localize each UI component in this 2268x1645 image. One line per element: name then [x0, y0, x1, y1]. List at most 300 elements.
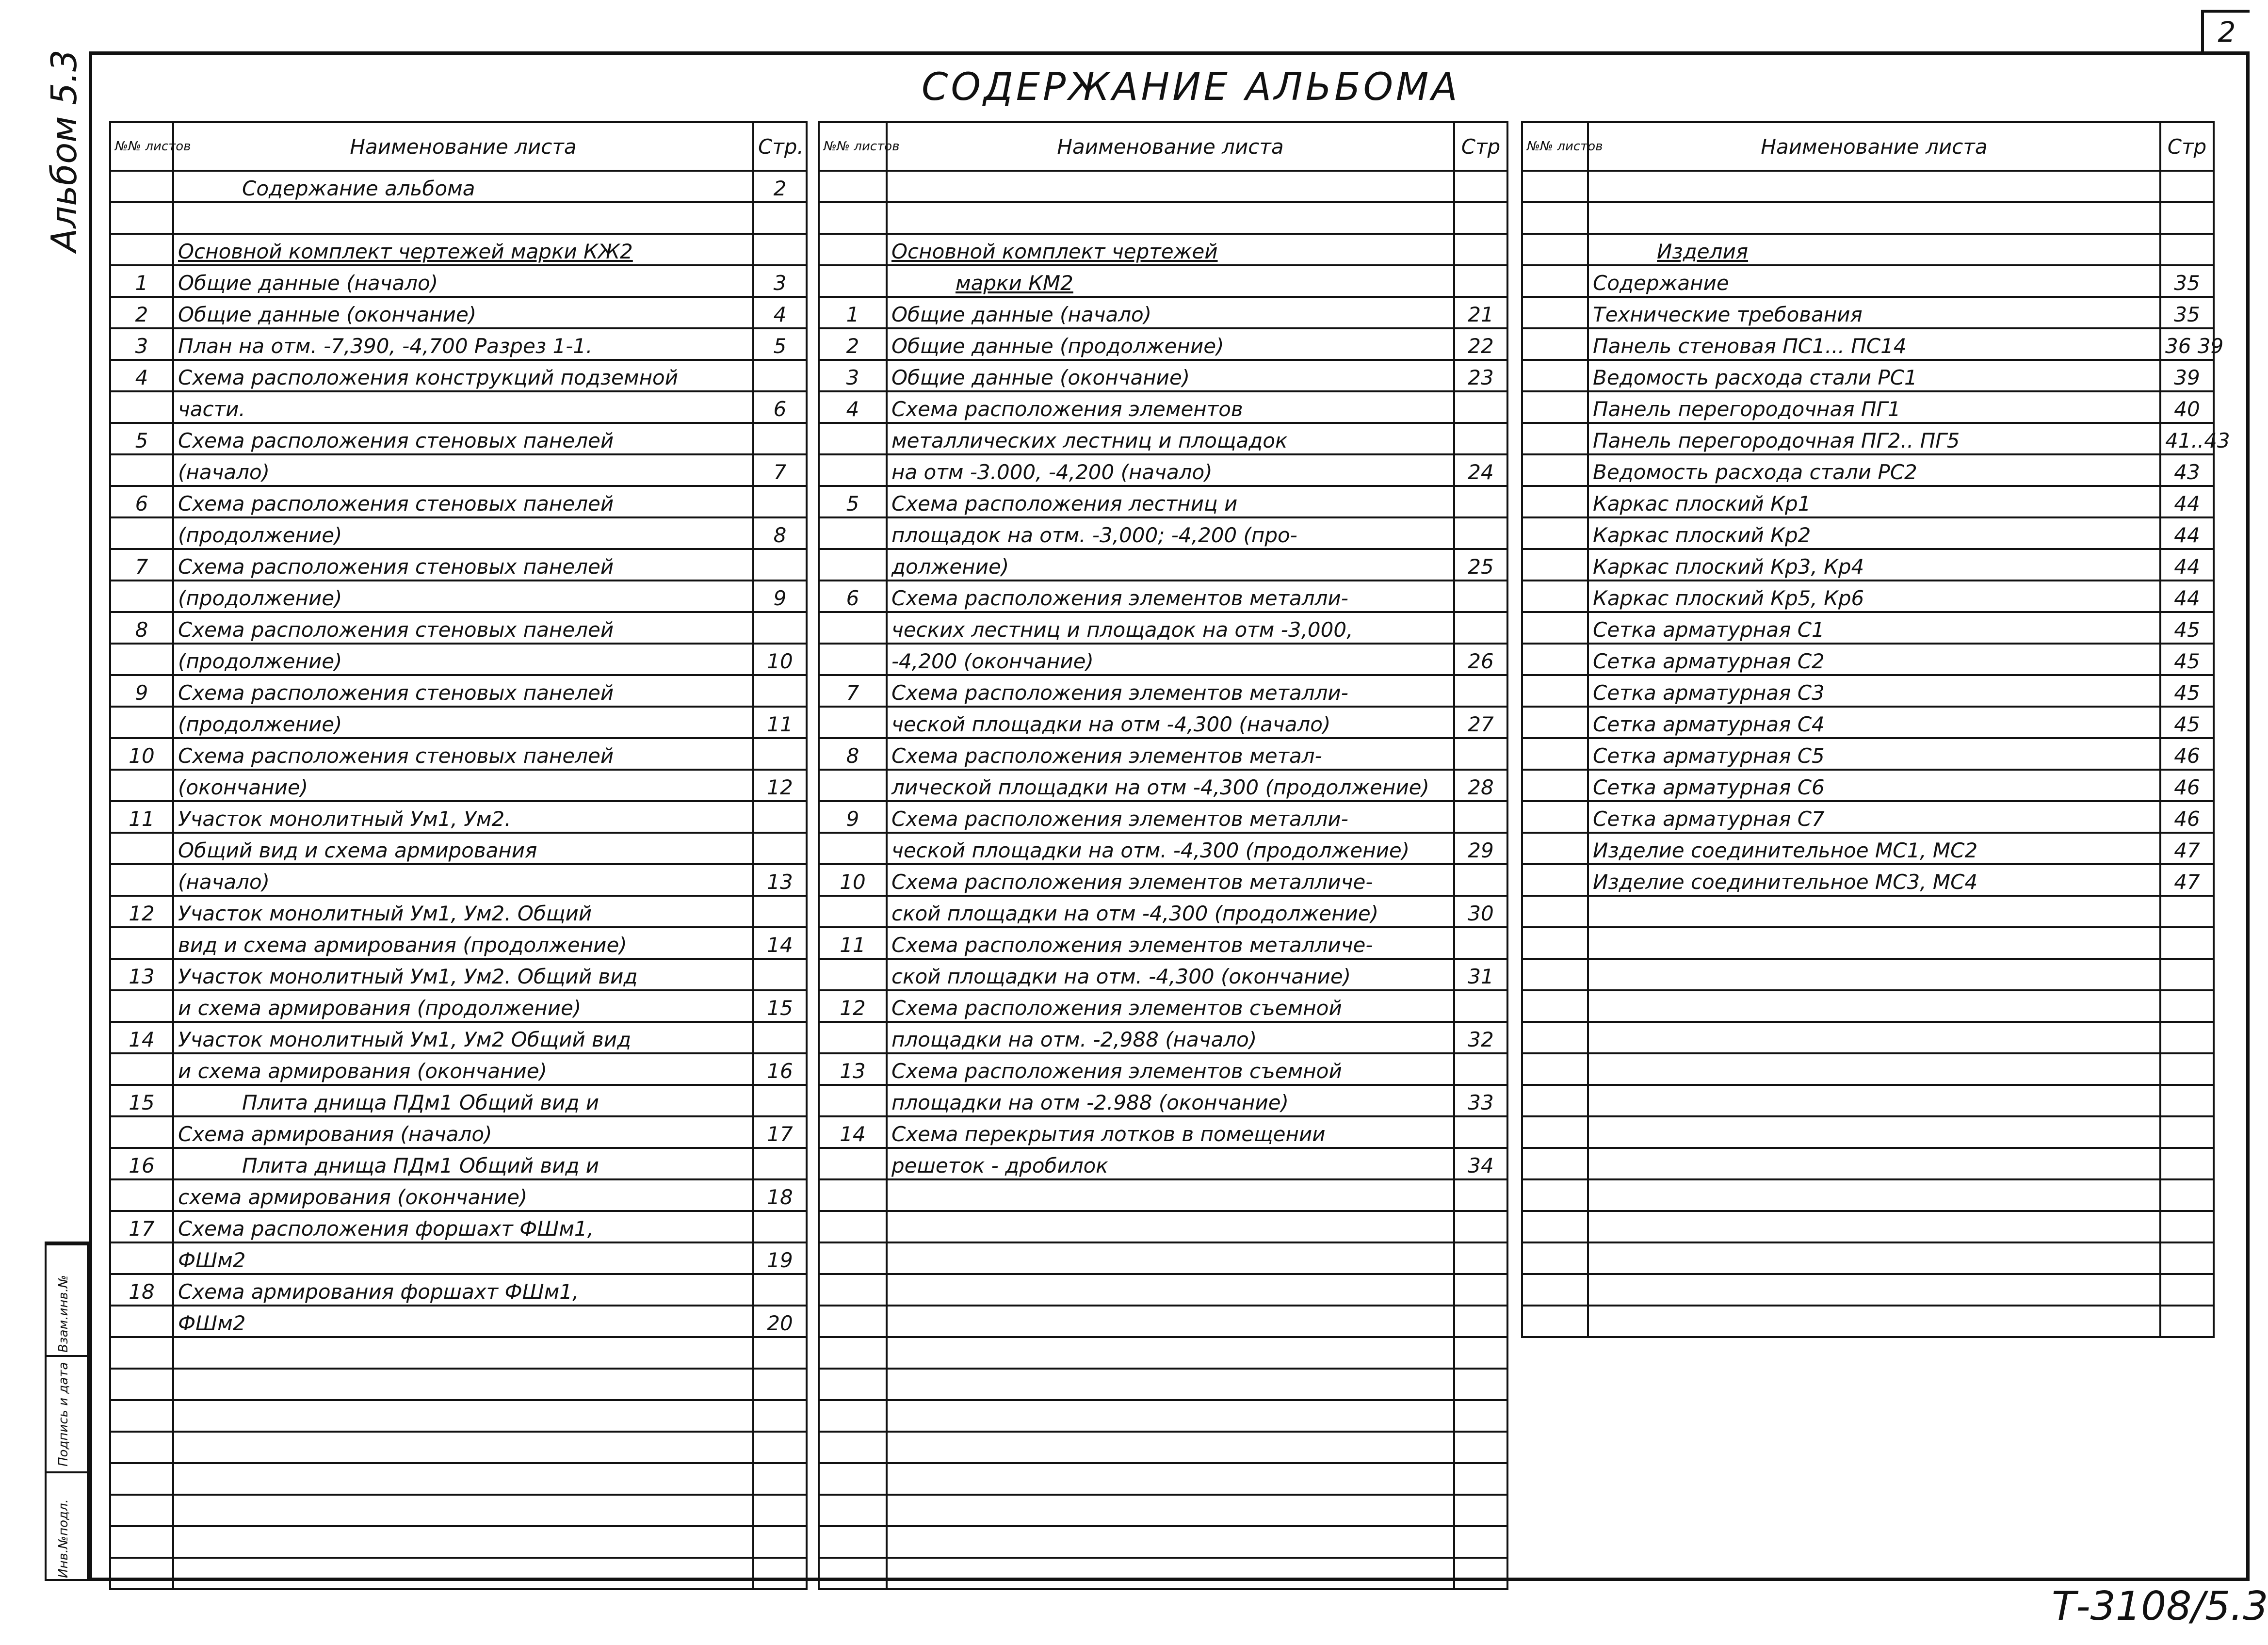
page-number	[753, 549, 807, 581]
row-number: 2	[110, 297, 173, 328]
sheet-name	[887, 1211, 1454, 1242]
row-number	[1522, 1179, 1588, 1211]
row-number	[819, 1179, 887, 1211]
page-number: 11	[753, 707, 807, 738]
table-row	[1522, 738, 2214, 770]
row-number	[110, 517, 173, 549]
stamp-sign-label: Подпись и дата	[56, 1362, 71, 1467]
page-number: 44	[2160, 549, 2214, 581]
sheet-name	[1588, 1242, 2160, 1274]
table-row	[819, 864, 1507, 896]
table-row	[819, 644, 1507, 675]
row-number	[819, 1211, 887, 1242]
table-row	[819, 265, 1507, 297]
row-number	[1522, 391, 1588, 423]
table-row	[819, 990, 1507, 1022]
table-row	[1522, 1242, 2214, 1274]
row-number	[819, 1558, 887, 1589]
table-row	[819, 581, 1507, 612]
page-number	[2160, 1242, 2214, 1274]
sheet-name	[887, 1558, 1454, 1589]
row-number	[110, 864, 173, 896]
sheet-name	[887, 1463, 1454, 1495]
sheet-name: Схема расположения стеновых панелей	[173, 738, 753, 770]
table-row	[1522, 959, 2214, 990]
page-number	[753, 1463, 807, 1495]
sheet-name: Сетка арматурная С4	[1588, 707, 2160, 738]
row-number: 4	[819, 391, 887, 423]
page-number: 21	[1454, 297, 1507, 328]
page-number	[753, 1337, 807, 1369]
row-number: 3	[110, 328, 173, 360]
page-number: 4	[753, 297, 807, 328]
page-number: 20	[753, 1306, 807, 1337]
sheet-name	[1588, 1022, 2160, 1053]
album-label	[29, 49, 92, 252]
page-number	[1454, 1369, 1507, 1400]
sheet-name	[173, 1432, 753, 1463]
page-number	[1454, 927, 1507, 959]
page-number	[1454, 1526, 1507, 1558]
sheet-name: Общие данные (продолжение)	[887, 328, 1454, 360]
table-row	[110, 1022, 807, 1053]
row-number	[819, 423, 887, 454]
page-number	[2160, 1274, 2214, 1306]
page-number	[2160, 1211, 2214, 1242]
row-number	[1522, 959, 1588, 990]
page-number: 45	[2160, 644, 2214, 675]
page-number	[1454, 612, 1507, 644]
sheet-name: должение)	[887, 549, 1454, 581]
row-number	[819, 1274, 887, 1306]
page-number: 18	[753, 1179, 807, 1211]
page-number	[1454, 1463, 1507, 1495]
table-row	[819, 738, 1507, 770]
row-number: 16	[110, 1148, 173, 1179]
sheet-name	[887, 1400, 1454, 1432]
table-row	[110, 801, 807, 833]
page-number	[753, 1274, 807, 1306]
table-row	[110, 1432, 807, 1463]
row-number: 13	[110, 959, 173, 990]
table-row	[819, 549, 1507, 581]
sheet-name: ФШм2	[173, 1242, 753, 1274]
table-row	[110, 896, 807, 927]
page-number	[753, 959, 807, 990]
row-number	[1522, 1274, 1588, 1306]
sheet-name	[1588, 1148, 2160, 1179]
sheet-name	[887, 171, 1454, 202]
table-row	[1522, 423, 2214, 454]
sheet-name	[1588, 171, 2160, 202]
row-number: 4	[110, 360, 173, 391]
row-number	[110, 833, 173, 864]
sheet-name: Схема армирования форшахт ФШм1,	[173, 1274, 753, 1306]
row-number	[1522, 770, 1588, 801]
table-row	[110, 202, 807, 234]
row-number	[819, 1306, 887, 1337]
table-row	[110, 1274, 807, 1306]
row-number	[110, 1242, 173, 1274]
sheet-name	[1588, 927, 2160, 959]
sheet-name: (начало)	[173, 454, 753, 486]
page-number	[1454, 1211, 1507, 1242]
row-number	[819, 549, 887, 581]
table-row	[1522, 833, 2214, 864]
page-number: 15	[753, 990, 807, 1022]
row-number: 1	[819, 297, 887, 328]
page-number	[1454, 1242, 1507, 1274]
row-number: 7	[110, 549, 173, 581]
page-number	[1454, 1274, 1507, 1306]
col-header-name: Наименование листа	[173, 122, 753, 171]
sheet-name: ческой площадки на отм -4,300 (начало)	[887, 707, 1454, 738]
table-row	[819, 612, 1507, 644]
row-number	[819, 959, 887, 990]
table-row	[1522, 486, 2214, 517]
row-number	[1522, 927, 1588, 959]
table-row	[819, 927, 1507, 959]
row-number	[819, 644, 887, 675]
table-row	[1522, 360, 2214, 391]
row-number	[110, 707, 173, 738]
row-number: 10	[110, 738, 173, 770]
sheet-name: ской площадки на отм -4,300 (продолжение)	[887, 896, 1454, 927]
page-number: 45	[2160, 612, 2214, 644]
sheet-name	[173, 1400, 753, 1432]
table-row	[819, 1432, 1507, 1463]
table-row	[819, 1274, 1507, 1306]
table-row	[110, 864, 807, 896]
sheet-name: (продолжение)	[173, 581, 753, 612]
sheet-name	[1588, 959, 2160, 990]
table-row	[110, 644, 807, 675]
table-row	[1522, 297, 2214, 328]
table-row	[110, 1495, 807, 1526]
sheet-name: площадки на отм -2.988 (окончание)	[887, 1085, 1454, 1116]
table-row	[110, 1053, 807, 1085]
sheet-name: ской площадки на отм. -4,300 (окончание)	[887, 959, 1454, 990]
table-row	[1522, 1306, 2214, 1337]
sheet-name: Плита днища ПДм1 Общий вид и	[173, 1085, 753, 1116]
col-header-num: №№ листов	[819, 122, 887, 171]
table-row	[110, 1306, 807, 1337]
sheet-name: части.	[173, 391, 753, 423]
page-number	[753, 1148, 807, 1179]
row-number: 14	[110, 1022, 173, 1053]
row-number	[1522, 1306, 1588, 1337]
sheet-name: (окончание)	[173, 770, 753, 801]
sheet-name: Изделие соединительное МС1, МС2	[1588, 833, 2160, 864]
table-row	[819, 1242, 1507, 1274]
page-number	[753, 1211, 807, 1242]
table-row	[110, 770, 807, 801]
page-number	[1454, 990, 1507, 1022]
row-number	[1522, 1116, 1588, 1148]
sheet-name: Сетка арматурная С1	[1588, 612, 2160, 644]
page-number	[753, 1022, 807, 1053]
row-number: 11	[819, 927, 887, 959]
page-number	[2160, 959, 2214, 990]
sheet-name: Схема перекрытия лотков в помещении	[887, 1116, 1454, 1148]
page-number	[753, 801, 807, 833]
page-number: 6	[753, 391, 807, 423]
table-row	[819, 1558, 1507, 1589]
table-row	[819, 423, 1507, 454]
sheet-name: Панель перегородочная ПГ2.. ПГ5	[1588, 423, 2160, 454]
col-header-num: №№ листов	[110, 122, 173, 171]
page-number: 16	[753, 1053, 807, 1085]
stamp-replace-label: Взам.инв.№	[56, 1275, 71, 1353]
page-number	[1454, 265, 1507, 297]
page-number	[2160, 1085, 2214, 1116]
sheet-name: вид и схема армирования (продолжение)	[173, 927, 753, 959]
table-row	[819, 1022, 1507, 1053]
page-number: 35	[2160, 297, 2214, 328]
table-row	[1522, 1211, 2214, 1242]
row-number	[1522, 1242, 1588, 1274]
row-number	[819, 707, 887, 738]
contents-rows-3	[1522, 171, 2230, 1337]
sheet-name	[1588, 1179, 2160, 1211]
row-number	[1522, 864, 1588, 896]
page-number: 27	[1454, 707, 1507, 738]
sheet-name: Сетка арматурная С3	[1588, 675, 2160, 707]
table-row	[110, 612, 807, 644]
col-header-page: Стр.	[753, 122, 807, 171]
sheet-name: Схема расположения элементов съемной	[887, 990, 1454, 1022]
page-number: 3	[753, 265, 807, 297]
table-row	[110, 833, 807, 864]
row-number	[110, 391, 173, 423]
row-number	[1522, 612, 1588, 644]
sheet-name: Схема расположения элементов метал-	[887, 738, 1454, 770]
row-number	[1522, 801, 1588, 833]
row-number: 3	[819, 360, 887, 391]
page-number	[1454, 1432, 1507, 1463]
sheet-name: Схема расположения элементов	[887, 391, 1454, 423]
table-row	[819, 202, 1507, 234]
row-number	[1522, 896, 1588, 927]
sheet-name: Каркас плоский Кр3, Кр4	[1588, 549, 2160, 581]
table-row	[110, 1400, 807, 1432]
table-row	[110, 1116, 807, 1148]
table-row	[1522, 612, 2214, 644]
table-row	[1522, 1148, 2214, 1179]
sheet-number: 2	[2201, 10, 2250, 51]
sheet-name	[887, 1274, 1454, 1306]
sheet-name	[173, 1526, 753, 1558]
sheet-name: Панель перегородочная ПГ1	[1588, 391, 2160, 423]
row-number: 10	[819, 864, 887, 896]
sheet-name: Участок монолитный Ум1, Ум2.	[173, 801, 753, 833]
row-number: 5	[819, 486, 887, 517]
row-number	[1522, 517, 1588, 549]
table-row	[1522, 675, 2214, 707]
sheet-name	[887, 1179, 1454, 1211]
row-number	[110, 454, 173, 486]
row-number	[1522, 738, 1588, 770]
page-number	[1454, 391, 1507, 423]
page-number: 9	[753, 581, 807, 612]
page-number: 17	[753, 1116, 807, 1148]
page-number	[1454, 801, 1507, 833]
sheet-name: решеток - дробилок	[887, 1148, 1454, 1179]
sheet-name: (продолжение)	[173, 707, 753, 738]
row-number	[819, 265, 887, 297]
page-number: 45	[2160, 675, 2214, 707]
table-row	[1522, 1053, 2214, 1085]
sheet-name: Сетка арматурная С2	[1588, 644, 2160, 675]
table-row	[110, 707, 807, 738]
table-row	[110, 486, 807, 517]
table-row	[819, 1495, 1507, 1526]
page-number: 12	[753, 770, 807, 801]
row-number: 9	[110, 675, 173, 707]
page-number: 30	[1454, 896, 1507, 927]
page-number	[1454, 234, 1507, 265]
table-row	[819, 517, 1507, 549]
sheet-name: Основной комплект чертежей марки КЖ2	[173, 234, 753, 265]
table-row	[1522, 990, 2214, 1022]
table-row	[1522, 1116, 2214, 1148]
page-number	[1454, 486, 1507, 517]
page-number	[753, 896, 807, 927]
row-number	[1522, 234, 1588, 265]
page-number: 40	[2160, 391, 2214, 423]
row-number	[1522, 644, 1588, 675]
sheet-name	[887, 1337, 1454, 1369]
row-number: 18	[110, 1274, 173, 1306]
row-number	[819, 1369, 887, 1400]
table-row	[1522, 801, 2214, 833]
sheet-name: Схема расположения стеновых панелей	[173, 423, 753, 454]
page-number: 13	[753, 864, 807, 896]
page-number	[1454, 864, 1507, 896]
page-number: 36 39	[2160, 328, 2214, 360]
table-row	[110, 1242, 807, 1274]
table-row	[1522, 454, 2214, 486]
sheet-name: Содержание	[1588, 265, 2160, 297]
row-number: 12	[819, 990, 887, 1022]
sheet-name	[173, 1369, 753, 1400]
row-number	[110, 234, 173, 265]
sheet-name: Сетка арматурная С5	[1588, 738, 2160, 770]
page-number: 8	[753, 517, 807, 549]
sheet-name	[887, 1432, 1454, 1463]
table-row	[819, 959, 1507, 990]
sheet-name: Схема расположения элементов металли-	[887, 581, 1454, 612]
page-number	[753, 1495, 807, 1526]
page-number: 19	[753, 1242, 807, 1274]
contents-table-1	[109, 121, 808, 1590]
sheet-name: Участок монолитный Ум1, Ум2. Общий	[173, 896, 753, 927]
row-number	[110, 1400, 173, 1432]
sheet-name	[173, 202, 753, 234]
page-number	[2160, 1116, 2214, 1148]
table-row	[1522, 864, 2214, 896]
sheet-name	[887, 1242, 1454, 1274]
row-number	[819, 1495, 887, 1526]
sheet-name: Общий вид и схема армирования	[173, 833, 753, 864]
contents-rows-1	[110, 171, 807, 1589]
contents-table-2	[818, 121, 1508, 1590]
row-number: 6	[110, 486, 173, 517]
page-number	[2160, 1306, 2214, 1337]
table-row	[819, 1116, 1507, 1148]
table-row	[1522, 927, 2214, 959]
page-number	[753, 234, 807, 265]
row-number	[819, 234, 887, 265]
sheet-name: металлических лестниц и площадок	[887, 423, 1454, 454]
row-number	[819, 1085, 887, 1116]
page-number: 33	[1454, 1085, 1507, 1116]
sheet-name: (продолжение)	[173, 517, 753, 549]
page-number: 43	[2160, 454, 2214, 486]
page-number	[2160, 202, 2214, 234]
sheet-name: Схема расположения стеновых панелей	[173, 549, 753, 581]
table-row	[819, 707, 1507, 738]
row-number: 1	[110, 265, 173, 297]
page-number	[753, 833, 807, 864]
row-number	[110, 927, 173, 959]
table-row	[1522, 1022, 2214, 1053]
table-row	[110, 171, 807, 202]
stamp-inv-label: Инв.№подл.	[56, 1499, 71, 1578]
page-number	[1454, 202, 1507, 234]
sheet-name	[1588, 896, 2160, 927]
sheet-name: Схема расположения конструкций подземной	[173, 360, 753, 391]
col-header-name: Наименование листа	[1588, 122, 2160, 171]
sheet-name: Общие данные (окончание)	[887, 360, 1454, 391]
sheet-name: (начало)	[173, 864, 753, 896]
table-row	[110, 675, 807, 707]
table-row	[1522, 644, 2214, 675]
row-number	[110, 1432, 173, 1463]
page-number: 45	[2160, 707, 2214, 738]
row-number: 7	[819, 675, 887, 707]
table-row	[110, 927, 807, 959]
table-row	[1522, 770, 2214, 801]
page-number	[2160, 990, 2214, 1022]
row-number	[110, 581, 173, 612]
page-number: 29	[1454, 833, 1507, 864]
page-number: 41..43	[2160, 423, 2214, 454]
table-row	[819, 171, 1507, 202]
table-row	[110, 581, 807, 612]
sheet-name: марки КМ2	[887, 265, 1454, 297]
table-row	[819, 454, 1507, 486]
col-header-name: Наименование листа	[887, 122, 1454, 171]
sheet-name: Схема расположения стеновых панелей	[173, 486, 753, 517]
page-number	[1454, 1495, 1507, 1526]
row-number: 15	[110, 1085, 173, 1116]
sheet-name: Схема расположения элементов съемной	[887, 1053, 1454, 1085]
row-number	[819, 517, 887, 549]
table-row	[110, 1085, 807, 1116]
row-number	[110, 990, 173, 1022]
table-row	[819, 1400, 1507, 1432]
page-number: 46	[2160, 738, 2214, 770]
row-number: 12	[110, 896, 173, 927]
row-number	[1522, 1148, 1588, 1179]
table-row	[819, 234, 1507, 265]
sheet-name: лической площадки на отм -4,300 (продолжение)	[887, 770, 1454, 801]
table-row	[110, 1526, 807, 1558]
row-number: 8	[110, 612, 173, 644]
table-row	[1522, 202, 2214, 234]
row-number	[819, 1400, 887, 1432]
